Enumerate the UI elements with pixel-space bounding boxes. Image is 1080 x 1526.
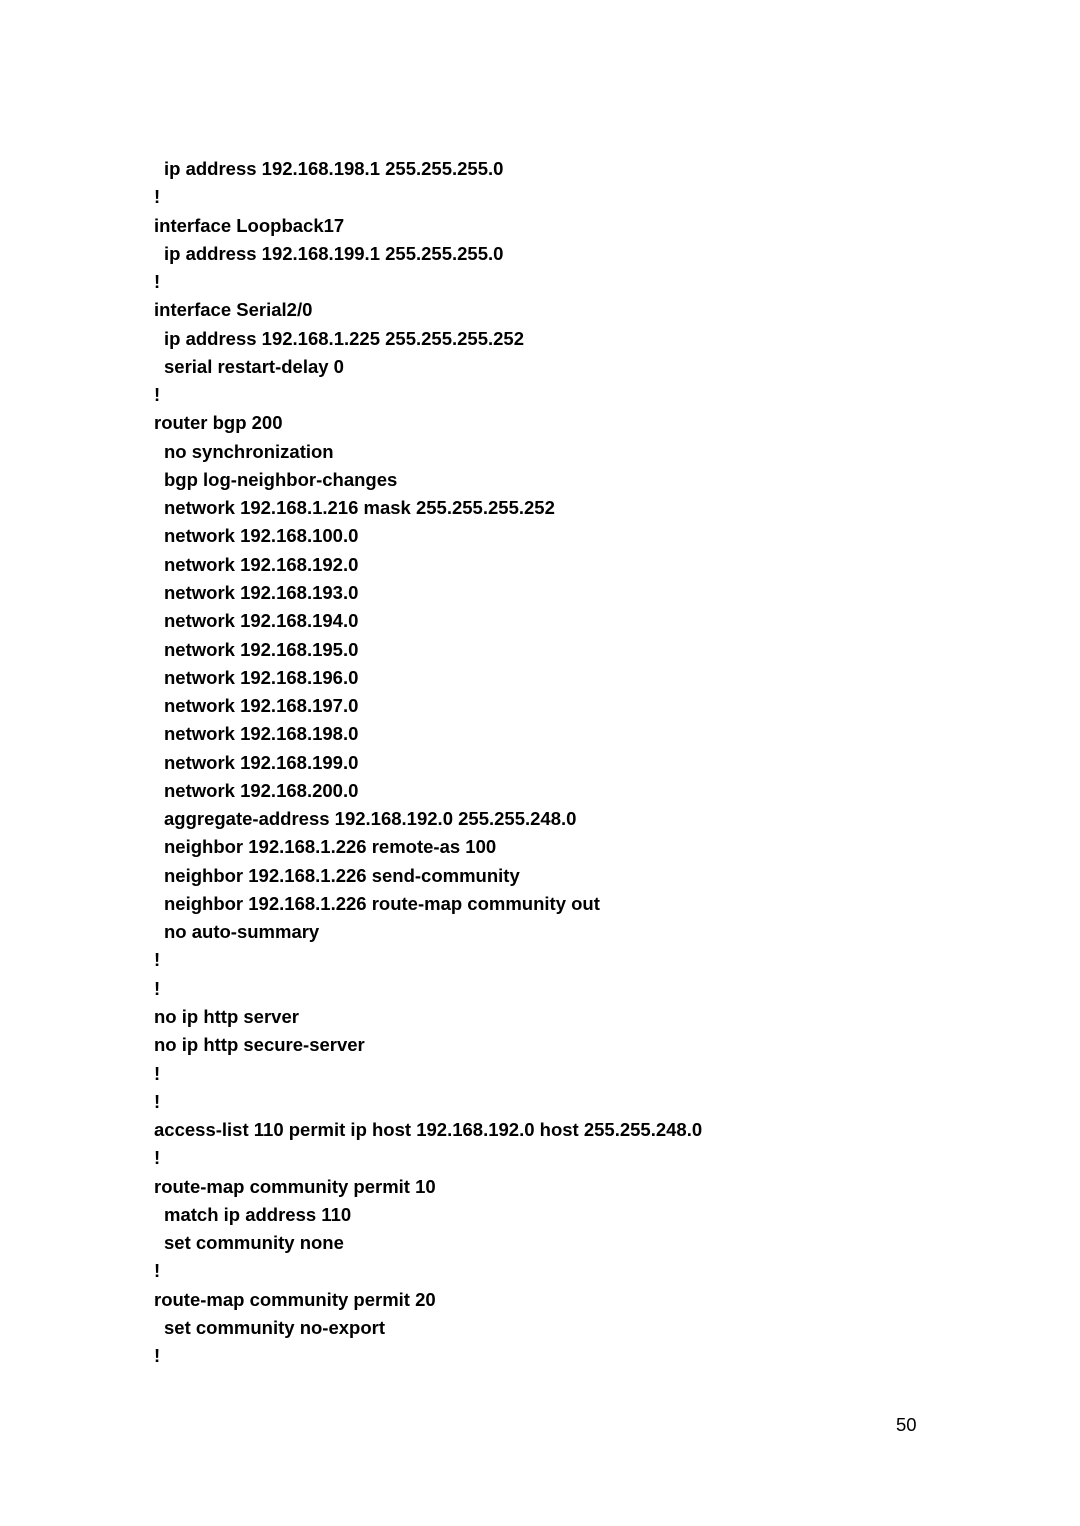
config-line: route-map community permit 10 xyxy=(154,1175,436,1197)
config-line: network 192.168.195.0 xyxy=(164,638,359,660)
config-line: bgp log-neighbor-changes xyxy=(164,468,398,490)
config-line: aggregate-address 192.168.192.0 255.255.248.0 xyxy=(164,808,577,830)
config-line: no ip http secure-server xyxy=(154,1034,365,1056)
config-line: network 192.168.196.0 xyxy=(164,666,359,688)
config-line: set community none xyxy=(164,1232,344,1254)
config-line: network 192.168.200.0 xyxy=(164,779,359,801)
page-number: 50 xyxy=(896,1414,917,1435)
config-line: network 192.168.193.0 xyxy=(164,581,359,603)
config-line: match ip address 110 xyxy=(164,1203,352,1225)
config-line: ! xyxy=(154,1062,161,1084)
config-line: network 192.168.1.216 mask 255.255.255.252 xyxy=(164,497,555,519)
config-line: ! xyxy=(154,271,161,293)
config-line: ! xyxy=(154,384,161,406)
config-line: set community no-export xyxy=(164,1316,385,1338)
config-line: route-map community permit 20 xyxy=(154,1288,436,1310)
config-line: network 192.168.197.0 xyxy=(164,695,359,717)
config-line: interface Loopback17 xyxy=(154,214,345,236)
config-line: no auto-summary xyxy=(164,921,320,943)
config-line: ! xyxy=(154,186,161,208)
config-line: network 192.168.198.0 xyxy=(164,723,359,745)
config-line: interface Serial2/0 xyxy=(154,299,313,321)
config-line: ip address 192.168.1.225 255.255.255.252 xyxy=(164,327,525,349)
config-line: no synchronization xyxy=(164,440,334,462)
config-line: network 192.168.199.0 xyxy=(164,751,359,773)
config-line: ! xyxy=(154,949,161,971)
config-line: ! xyxy=(154,1345,161,1367)
config-line: ! xyxy=(154,977,161,999)
config-line: network 192.168.100.0 xyxy=(164,525,359,547)
config-line: ! xyxy=(154,1260,161,1282)
config-line: neighbor 192.168.1.226 remote-as 100 xyxy=(164,836,497,858)
config-line: serial restart-delay 0 xyxy=(164,355,344,377)
config-line: ! xyxy=(154,1147,161,1169)
config-line: neighbor 192.168.1.226 send-community xyxy=(164,864,520,886)
config-line: router bgp 200 xyxy=(154,412,283,434)
config-line: ! xyxy=(154,1090,161,1112)
config-line: network 192.168.192.0 xyxy=(164,553,359,575)
config-line: no ip http server xyxy=(154,1005,299,1027)
router-config-listing xyxy=(154,155,954,1370)
config-line: access-list 110 permit ip host 192.168.192.0 host 255.255.248.0 xyxy=(154,1119,703,1141)
config-line: ip address 192.168.198.1 255.255.255.0 xyxy=(164,158,504,179)
config-line: neighbor 192.168.1.226 route-map community out xyxy=(164,892,600,914)
config-line: network 192.168.194.0 xyxy=(164,610,359,632)
config-line: ip address 192.168.199.1 255.255.255.0 xyxy=(164,242,504,264)
